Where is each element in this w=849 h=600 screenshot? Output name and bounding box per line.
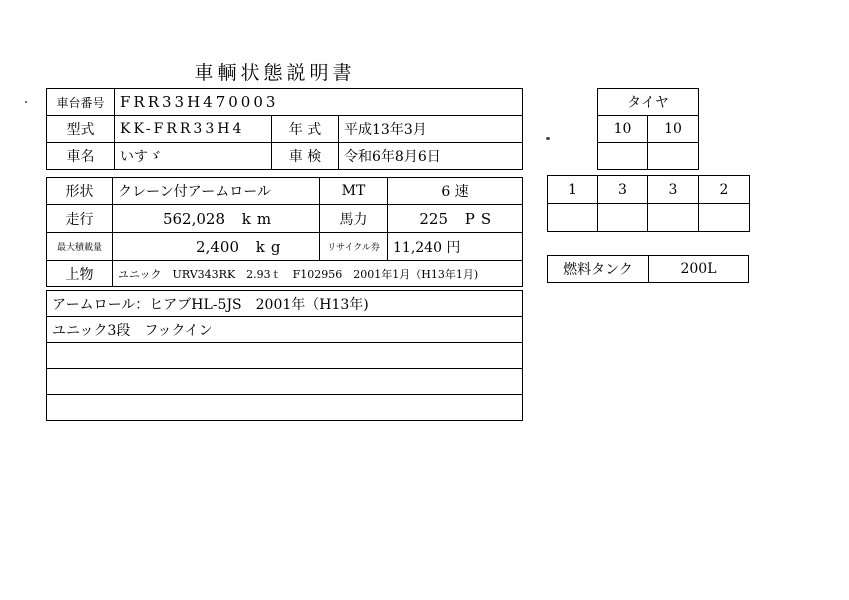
- mileage-cell: [113, 205, 320, 233]
- inspection-value: 令和6年8月6日: [339, 143, 523, 170]
- notes-line: [47, 395, 523, 421]
- model-value: KK-FRR33H4: [115, 116, 272, 143]
- tire-rear-2: 3: [598, 176, 648, 204]
- mileage-value: 562,028: [162, 209, 225, 228]
- recycle-fee-value: 11,240 円: [388, 233, 523, 261]
- year-label: 年 式: [272, 116, 339, 143]
- equipment-label: 上物: [47, 261, 113, 287]
- horsepower-value: 225: [419, 209, 448, 228]
- maker-value: いすゞ: [115, 143, 272, 170]
- fuel-tank-value: 200L: [649, 256, 749, 283]
- tire-front-empty: [648, 143, 699, 170]
- fuel-tank-table: [547, 255, 749, 283]
- transmission-value: 6 速: [388, 178, 523, 205]
- scan-speck: [546, 137, 550, 140]
- recycle-fee-label: リサイクル券: [320, 233, 388, 261]
- notes-line: ユニック3段 フックイン: [47, 317, 523, 343]
- tire-rear-3: 3: [648, 176, 699, 204]
- fuel-tank-label: 燃料タンク: [548, 256, 649, 283]
- equipment-value: ユニック URV343RK 2.93ｔ F102956 2001年1月（H13年1月): [113, 261, 523, 287]
- tire-rear-empty: [598, 204, 648, 232]
- notes-line: [47, 343, 523, 369]
- tire-rear-table: [547, 175, 750, 232]
- model-label: 型式: [47, 116, 115, 143]
- max-load-unit: kg: [255, 237, 287, 256]
- mileage-unit: km: [241, 209, 278, 228]
- basic-info-table: [46, 88, 523, 170]
- max-load-value: 2,400: [196, 237, 239, 256]
- max-load-label: 最大積載量: [47, 233, 113, 261]
- tire-label: タイヤ: [598, 89, 699, 116]
- document-title: 車輌状態説明書: [194, 62, 356, 84]
- chassis-number-value: FRR33H470003: [115, 89, 523, 116]
- tire-front-right: 10: [648, 116, 699, 143]
- horsepower-unit: PS: [464, 209, 498, 228]
- tire-rear-empty: [548, 204, 598, 232]
- inspection-label: 車 検: [272, 143, 339, 170]
- tire-front-left: 10: [598, 116, 648, 143]
- notes-table: [46, 290, 523, 421]
- scan-speck: [25, 101, 27, 103]
- shape-label: 形状: [47, 178, 113, 205]
- shape-value: クレーン付アームロール: [113, 178, 320, 205]
- chassis-number-label: 車台番号: [47, 89, 115, 116]
- tire-rear-empty: [699, 204, 750, 232]
- max-load-cell: [113, 233, 320, 261]
- tire-front-empty: [598, 143, 648, 170]
- mileage-label: 走行: [47, 205, 113, 233]
- year-value: 平成13年3月: [339, 116, 523, 143]
- transmission-label: MT: [320, 178, 388, 205]
- notes-line: アームロール：ヒアブHL-5JS 2001年（H13年): [47, 291, 523, 317]
- tire-rear-empty: [648, 204, 699, 232]
- spec-table: [46, 177, 523, 287]
- horsepower-cell: [388, 205, 523, 233]
- maker-label: 車名: [47, 143, 115, 170]
- tire-front-table: [597, 88, 699, 170]
- notes-line: [47, 369, 523, 395]
- tire-rear-1: 1: [548, 176, 598, 204]
- tire-rear-4: 2: [699, 176, 750, 204]
- horsepower-label: 馬力: [320, 205, 388, 233]
